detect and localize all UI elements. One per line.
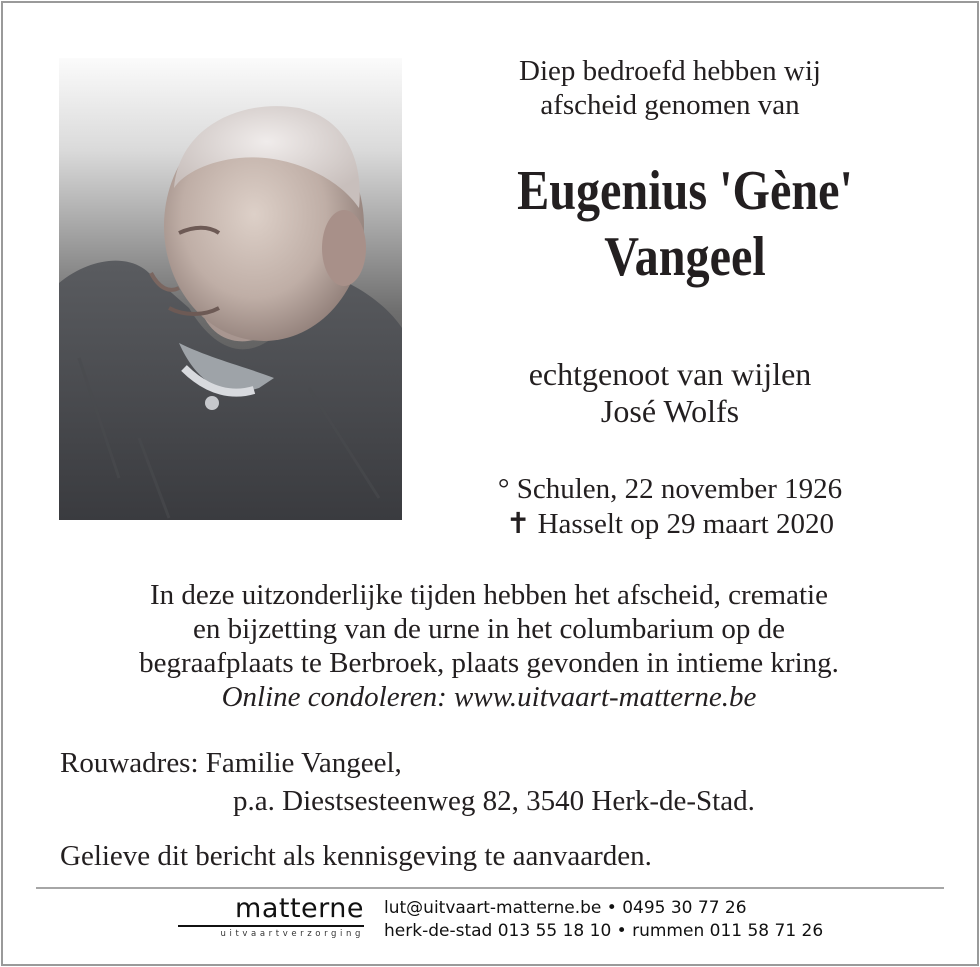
- intro-text: [440, 54, 900, 122]
- footer-divider: [36, 887, 944, 889]
- birth-date: ° Schulen, 22 november 1926: [497, 473, 843, 505]
- condolence-link[interactable]: Online condoleren: www.uitvaart-matterne.be: [221, 681, 757, 713]
- contact-line-1[interactable]: lut@uitvaart-matterne.be • 0495 30 77 26: [384, 898, 747, 918]
- message-line-3: begraafplaats te Berbroek, plaats gevonden in intieme kring.: [139, 647, 839, 679]
- address-line-2: p.a. Diestsesteenweg 82, 3540 Herk-de-Stad.: [233, 785, 755, 817]
- death-date: ✝ Hasselt op 29 maart 2020: [506, 508, 834, 540]
- intro-line-2: afscheid genomen van: [540, 89, 800, 121]
- contact-line-2: herk-de-stad 013 55 18 10 • rummen 011 58 71 26: [384, 921, 824, 941]
- address-line-1: Rouwadres: Familie Vangeel,: [60, 747, 402, 779]
- announcement-message: [40, 578, 938, 714]
- name-line-2: Vangeel: [604, 226, 766, 288]
- deceased-name: [466, 158, 905, 290]
- mourning-address: [60, 744, 920, 820]
- spouse-line-2: José Wolfs: [600, 393, 740, 429]
- message-line-1: In deze uitzonderlijke tijden hebben het afscheid, crematie: [150, 579, 828, 611]
- name-line-1: Eugenius 'Gène': [517, 160, 853, 222]
- spouse-text: [440, 356, 900, 430]
- portrait-photo: [59, 58, 402, 520]
- message-line-2: en bijzetting van de urne in het columbarium op de: [193, 613, 785, 645]
- logo-name: matterne: [235, 893, 364, 924]
- life-dates: [440, 472, 900, 542]
- intro-line-1: Diep bedroefd hebben wij: [519, 55, 821, 87]
- matterne-logo: [178, 892, 364, 942]
- logo-tagline: uitvaartverzorging: [220, 929, 364, 939]
- logo-underline: [178, 925, 364, 927]
- notice-text: Gelieve dit bericht als kennisgeving te aanvaarden.: [60, 840, 652, 872]
- spouse-line-1: echtgenoot van wijlen: [528, 356, 812, 392]
- contact-info: [384, 897, 823, 943]
